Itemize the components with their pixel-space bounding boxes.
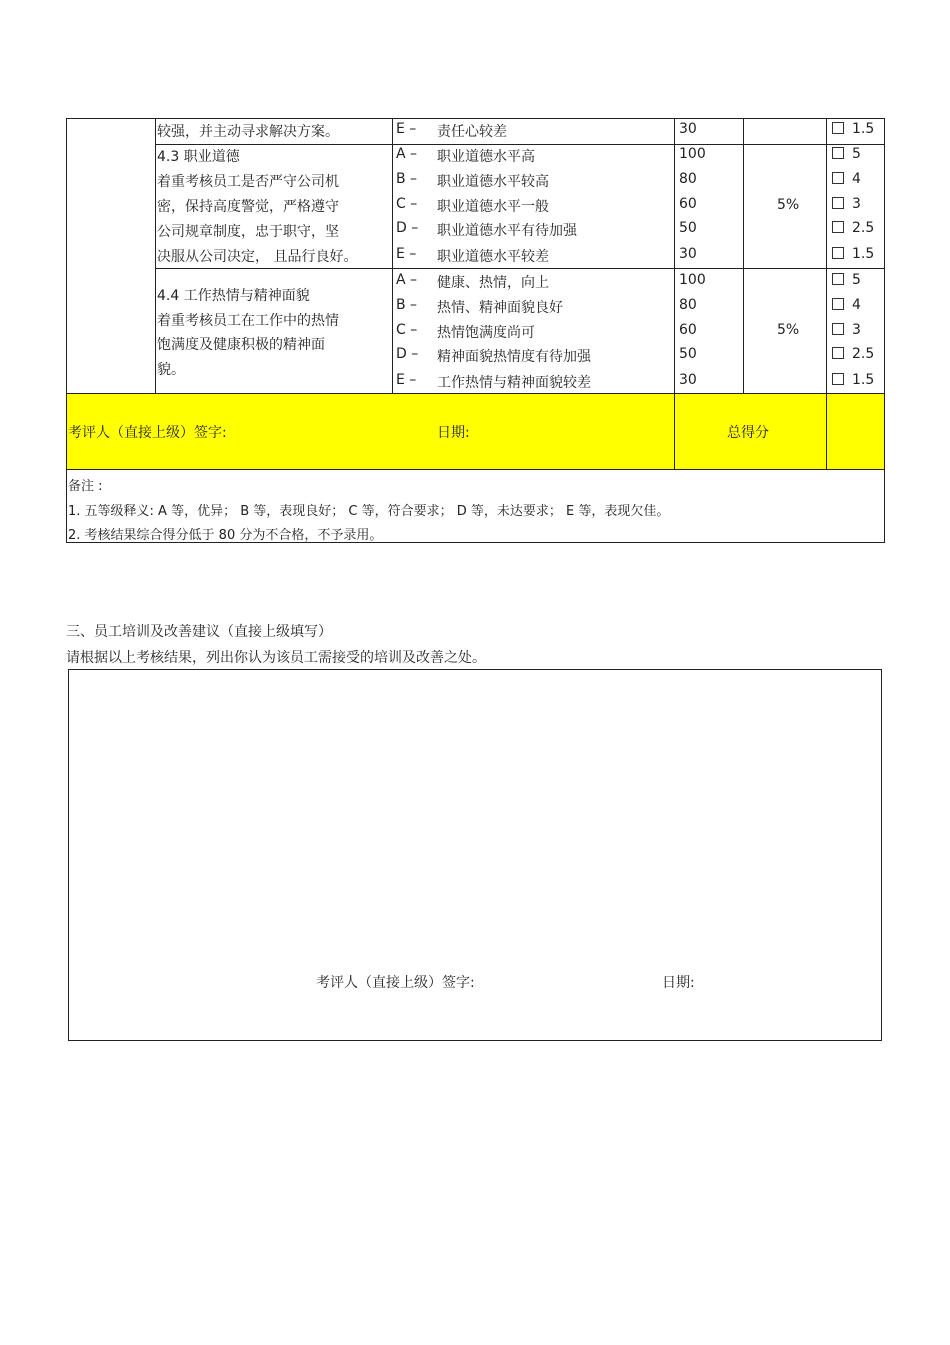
section3-instruction: 请根据以上考核结果，列出你认为该员工需接受的培训及改善之处。 bbox=[66, 650, 486, 666]
grade-text: 职业道德水平较差 bbox=[437, 249, 549, 265]
grade-score: 50 bbox=[679, 220, 697, 236]
carry-row-desc: 较强，并主动寻求解决方案。 bbox=[157, 124, 339, 140]
grade-text: 职业道德水平有待加强 bbox=[437, 223, 577, 239]
total-score-field[interactable] bbox=[827, 395, 883, 468]
checkbox-icon bbox=[832, 147, 844, 159]
grade-score: 30 bbox=[679, 246, 697, 262]
grade-score: 60 bbox=[679, 322, 697, 338]
grade-text: 精神面貌热情度有待加强 bbox=[437, 349, 591, 365]
grade-checkbox[interactable]: 5 bbox=[832, 272, 861, 288]
checkbox-icon bbox=[832, 122, 844, 134]
grade-text: 工作热情与精神面貌较差 bbox=[437, 375, 591, 391]
grade-checkbox[interactable]: 2.5 bbox=[832, 346, 874, 362]
grade-score: 30 bbox=[679, 372, 697, 388]
section3-heading: 三、员工培训及改善建议（直接上级填写） bbox=[66, 624, 332, 640]
grade-score: 100 bbox=[679, 272, 706, 288]
checkbox-icon bbox=[832, 172, 844, 184]
section3-date-label: 日期: bbox=[662, 975, 695, 991]
item-43-desc-line: 公司规章制度，忠于职守，坚 bbox=[157, 224, 339, 240]
checkbox-icon bbox=[832, 247, 844, 259]
checkbox-icon bbox=[832, 221, 844, 233]
item-44-desc-line: 貌。 bbox=[157, 362, 185, 378]
grade-letter: A – bbox=[396, 146, 418, 162]
item-44-weight: 5% bbox=[777, 322, 800, 338]
checkbox-icon bbox=[832, 298, 844, 310]
notes-line-1: 1. 五等级释义: A 等，优异； B 等，表现良好； C 等，符合要求； D 等，未达要求； E 等，表现欠佳。 bbox=[68, 504, 670, 519]
notes-heading: 备注 : bbox=[68, 479, 103, 494]
grade-checkbox[interactable]: 4 bbox=[832, 297, 861, 313]
item-43-desc-line: 密，保持高度警觉，严格遵守 bbox=[157, 199, 339, 215]
grade-letter: E – bbox=[396, 246, 417, 262]
grade-letter: C – bbox=[396, 322, 418, 338]
checkbox-icon bbox=[832, 273, 844, 285]
grade-letter: C – bbox=[396, 196, 418, 212]
checkbox-icon bbox=[832, 373, 844, 385]
grade-score: 50 bbox=[679, 346, 697, 362]
grade-letter: B – bbox=[396, 297, 418, 313]
item-43-weight: 5% bbox=[777, 197, 800, 213]
checkbox-icon bbox=[832, 197, 844, 209]
grade-checkbox[interactable]: 1.5 bbox=[832, 372, 874, 388]
grade-text: 职业道德水平较高 bbox=[437, 174, 549, 190]
grade-score: 80 bbox=[679, 171, 697, 187]
item-44-desc-line: 着重考核员工在工作中的热情 bbox=[157, 313, 339, 329]
grade-letter: B – bbox=[396, 171, 418, 187]
grade-text: 职业道德水平高 bbox=[437, 149, 535, 165]
item-43-title: 4.3 职业道德 bbox=[157, 149, 240, 165]
checkbox-icon bbox=[832, 323, 844, 335]
grade-checkbox[interactable]: 4 bbox=[832, 171, 861, 187]
carry-row-grade-text: 责任心较差 bbox=[437, 124, 507, 140]
item-44-title: 4.4 工作热情与精神面貌 bbox=[157, 288, 310, 304]
grade-checkbox[interactable]: 3 bbox=[832, 322, 861, 338]
item-43-desc-line: 决服从公司决定， 且品行良好。 bbox=[157, 249, 358, 265]
grade-text: 职业道德水平一般 bbox=[437, 199, 549, 215]
grade-letter: D – bbox=[396, 346, 419, 362]
item-43-desc-line: 着重考核员工是否严守公司机 bbox=[157, 174, 339, 190]
checkbox-icon bbox=[832, 347, 844, 359]
carry-row-grade-letter: E – bbox=[396, 121, 417, 137]
carry-row-score: 30 bbox=[679, 121, 697, 137]
grade-score: 100 bbox=[679, 146, 706, 162]
grade-score: 60 bbox=[679, 196, 697, 212]
total-score-label: 总得分 bbox=[727, 425, 769, 441]
grade-letter: D – bbox=[396, 220, 419, 236]
section3-reviewer-signature-label: 考评人（直接上级）签字: bbox=[316, 975, 475, 991]
grade-text: 热情饱满度尚可 bbox=[437, 325, 535, 341]
grade-text: 热情、精神面貌良好 bbox=[437, 300, 563, 316]
carry-row-checkbox[interactable]: 1.5 bbox=[832, 121, 874, 137]
grade-checkbox[interactable]: 1.5 bbox=[832, 246, 874, 262]
item-44-desc-line: 饱满度及健康积极的精神面 bbox=[157, 337, 325, 353]
grade-letter: E – bbox=[396, 372, 417, 388]
grade-letter: A – bbox=[396, 272, 418, 288]
grade-checkbox[interactable]: 3 bbox=[832, 196, 861, 212]
date-label: 日期: bbox=[437, 425, 470, 441]
grade-text: 健康、热情，向上 bbox=[437, 275, 549, 291]
training-suggestion-box[interactable] bbox=[68, 669, 882, 1041]
grade-checkbox[interactable]: 2.5 bbox=[832, 220, 874, 236]
reviewer-signature-label: 考评人（直接上级）签字: bbox=[68, 425, 227, 441]
grade-checkbox[interactable]: 5 bbox=[832, 146, 861, 162]
notes-line-2: 2. 考核结果综合得分低于 80 分为不合格，不予录用。 bbox=[68, 528, 383, 543]
grade-score: 80 bbox=[679, 297, 697, 313]
